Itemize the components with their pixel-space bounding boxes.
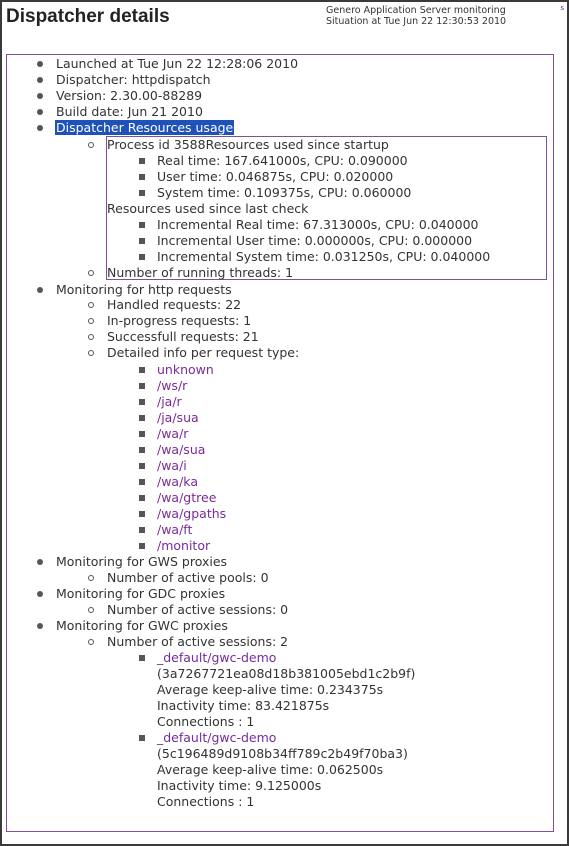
request-type-link[interactable]: unknown bbox=[157, 362, 214, 377]
gwc-session-link[interactable]: _default/gwc-demo bbox=[157, 650, 277, 665]
request-type-link[interactable]: /wa/gpaths bbox=[157, 506, 227, 521]
request-type-link[interactable]: /wa/sua bbox=[157, 442, 206, 457]
bullet-circle-icon bbox=[88, 639, 94, 645]
bullet-square-icon bbox=[139, 174, 145, 180]
gws-heading: Monitoring for GWS proxies bbox=[56, 554, 228, 569]
bullet-square-icon bbox=[139, 383, 145, 389]
situation-timestamp: Situation at Tue Jun 22 12:30:53 2010 bbox=[326, 16, 507, 27]
gwc-session-keepalive: Average keep-alive time: 0.234375s bbox=[157, 682, 384, 697]
bullet-square-icon bbox=[139, 254, 145, 260]
bullet-circle-icon bbox=[88, 575, 94, 581]
startup-system-time: System time: 0.109375s, CPU: 0.060000 bbox=[157, 185, 412, 200]
bullet-circle-icon bbox=[88, 142, 94, 148]
bullet-square-icon bbox=[139, 399, 145, 405]
successful-requests: Successfull requests: 21 bbox=[107, 329, 259, 344]
bullet-disc-icon bbox=[37, 125, 43, 131]
bullet-circle-icon bbox=[88, 270, 94, 276]
resources-heading-label: Dispatcher Resources usage bbox=[56, 120, 234, 135]
bullet-disc-icon bbox=[37, 93, 43, 99]
bullet-square-icon bbox=[139, 463, 145, 469]
gdc-active-sessions: Number of active sessions: 0 bbox=[107, 602, 289, 617]
bullet-disc-icon bbox=[37, 559, 43, 565]
bullet-disc-icon bbox=[37, 77, 43, 83]
gwc-session-inactivity: Inactivity time: 9.125000s bbox=[157, 778, 322, 793]
bullet-circle-icon bbox=[88, 607, 94, 613]
request-type-link[interactable]: /wa/r bbox=[157, 426, 189, 441]
corner-mark: s bbox=[560, 4, 564, 12]
request-type-link[interactable]: /wa/ka bbox=[157, 474, 198, 489]
bullet-disc-icon bbox=[37, 109, 43, 115]
resources-heading[interactable] bbox=[55, 120, 234, 136]
bullet-disc-icon bbox=[37, 591, 43, 597]
bullet-square-icon bbox=[139, 495, 145, 501]
request-type-link[interactable]: /ja/sua bbox=[157, 410, 199, 425]
bullet-square-icon bbox=[139, 222, 145, 228]
startup-real-time: Real time: 167.641000s, CPU: 0.090000 bbox=[157, 153, 408, 168]
bullet-square-icon bbox=[139, 511, 145, 517]
detailed-info-label: Detailed info per request type: bbox=[107, 345, 300, 360]
bullet-square-icon bbox=[139, 735, 145, 741]
request-type-link[interactable]: /wa/ft bbox=[157, 522, 193, 537]
since-last-check-label: Resources used since last check bbox=[107, 201, 309, 216]
bullet-square-icon bbox=[139, 415, 145, 421]
bullet-circle-icon bbox=[88, 302, 94, 308]
launched-info: Launched at Tue Jun 22 12:28:06 2010 bbox=[56, 56, 299, 71]
bullet-square-icon bbox=[139, 367, 145, 373]
handled-requests: Handled requests: 22 bbox=[107, 297, 242, 312]
bullet-square-icon bbox=[139, 479, 145, 485]
process-line: Process id 3588Resources used since startup bbox=[107, 137, 389, 152]
gwc-session-inactivity: Inactivity time: 83.421875s bbox=[157, 698, 330, 713]
bullet-square-icon bbox=[139, 238, 145, 244]
gwc-heading: Monitoring for GWC proxies bbox=[56, 618, 228, 633]
app-name: Genero Application Server monitoring bbox=[326, 5, 506, 16]
dispatcher-name: Dispatcher: httpdispatch bbox=[56, 72, 211, 87]
running-threads: Number of running threads: 1 bbox=[107, 265, 294, 280]
bullet-square-icon bbox=[139, 158, 145, 164]
gwc-session-connections: Connections : 1 bbox=[157, 794, 255, 809]
build-date: Build date: Jun 21 2010 bbox=[56, 104, 203, 119]
incremental-real-time: Incremental Real time: 67.313000s, CPU: 0.040000 bbox=[157, 217, 479, 232]
gwc-session-id: (3a7267721ea08d18b381005ebd1c2b9f) bbox=[157, 666, 416, 681]
bullet-disc-icon bbox=[37, 287, 43, 293]
bullet-disc-icon bbox=[37, 61, 43, 67]
incremental-system-time: Incremental System time: 0.031250s, CPU: 0.040000 bbox=[157, 249, 491, 264]
bullet-circle-icon bbox=[88, 318, 94, 324]
bullet-square-icon bbox=[139, 190, 145, 196]
in-progress-requests: In-progress requests: 1 bbox=[107, 313, 252, 328]
bullet-circle-icon bbox=[88, 350, 94, 356]
page-title: Dispatcher details bbox=[6, 6, 170, 27]
request-type-link[interactable]: /ja/r bbox=[157, 394, 182, 409]
request-type-link[interactable]: /wa/gtree bbox=[157, 490, 217, 505]
gdc-heading: Monitoring for GDC proxies bbox=[56, 586, 226, 601]
request-type-link[interactable]: /monitor bbox=[157, 538, 211, 553]
incremental-user-time: Incremental User time: 0.000000s, CPU: 0.000000 bbox=[157, 233, 473, 248]
gwc-active-sessions: Number of active sessions: 2 bbox=[107, 634, 289, 649]
http-heading: Monitoring for http requests bbox=[56, 282, 232, 297]
bullet-square-icon bbox=[139, 431, 145, 437]
gws-active-pools: Number of active pools: 0 bbox=[107, 570, 269, 585]
gwc-session-keepalive: Average keep-alive time: 0.062500s bbox=[157, 762, 384, 777]
bullet-circle-icon bbox=[88, 334, 94, 340]
header-info bbox=[326, 5, 506, 27]
bullet-square-icon bbox=[139, 447, 145, 453]
bullet-square-icon bbox=[139, 543, 145, 549]
gwc-session-id: (5c196489d9108b34ff789c2b49f70ba3) bbox=[157, 746, 408, 761]
startup-user-time: User time: 0.046875s, CPU: 0.020000 bbox=[157, 169, 394, 184]
request-type-link[interactable]: /wa/i bbox=[157, 458, 187, 473]
request-type-link[interactable]: /ws/r bbox=[157, 378, 188, 393]
version-info: Version: 2.30.00-88289 bbox=[56, 88, 203, 103]
gwc-session-link[interactable]: _default/gwc-demo bbox=[157, 730, 277, 745]
bullet-disc-icon bbox=[37, 623, 43, 629]
bullet-square-icon bbox=[139, 655, 145, 661]
gwc-session-connections: Connections : 1 bbox=[157, 714, 255, 729]
bullet-square-icon bbox=[139, 527, 145, 533]
